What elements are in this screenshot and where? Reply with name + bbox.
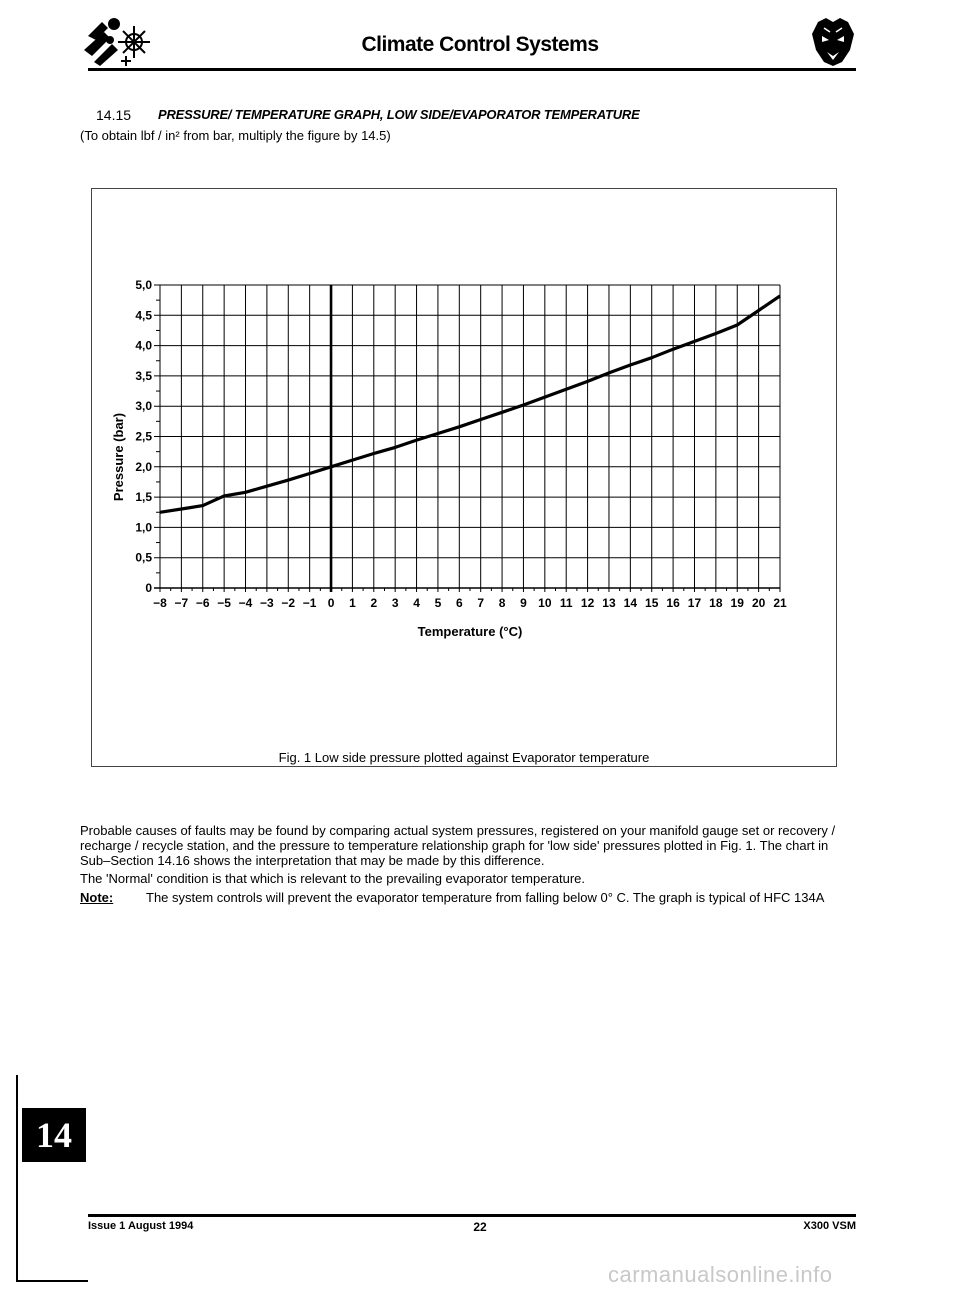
x-tick-label: 14 <box>623 596 638 610</box>
section-title: PRESSURE/ TEMPERATURE GRAPH, LOW SIDE/EVAPORATOR TEMPERATURE <box>158 107 640 122</box>
section-tab: 14 <box>22 1108 86 1162</box>
x-tick-label: −3 <box>260 596 274 610</box>
y-tick-label: 2,5 <box>135 429 152 444</box>
x-tick-label: 4 <box>413 596 420 610</box>
x-tick-label: −7 <box>174 596 189 610</box>
note-text: The system controls will prevent the evaporator temperature from falling below 0° C. The graph is typical of HFC 134A <box>146 890 825 905</box>
x-tick-label: 2 <box>370 596 378 610</box>
x-tick-label: 13 <box>602 596 616 610</box>
x-tick-label: 6 <box>455 596 463 610</box>
x-tick-label: 10 <box>538 596 552 610</box>
x-tick-label: 1 <box>349 596 356 610</box>
x-tick-label: 17 <box>687 596 702 610</box>
chart-grid <box>154 285 780 592</box>
figure-caption: Fig. 1 Low side pressure plotted against Evaporator temperature <box>278 750 650 765</box>
x-tick-label: 12 <box>580 596 595 610</box>
conversion-note: (To obtain lbf / in² from bar, multiply the figure by 14.5) <box>80 128 391 143</box>
x-tick-label: 21 <box>773 596 787 610</box>
y-tick-label: 1,0 <box>135 520 152 535</box>
x-tick-label: 16 <box>666 596 680 610</box>
x-tick-label: 3 <box>391 596 399 610</box>
y-tick-label: 3,5 <box>135 368 152 383</box>
body-paragraph: Probable causes of faults may be found by comparing actual system pressures, registered on your manifold gauge set or recovery / recharge / recycle station, and the pressure to temperature relationship graph for 'low side' pressures plotted in Fig. 1. The chart in Sub–Section 14.16 shows the interpretation that may be made by this difference. <box>80 823 836 868</box>
y-tick-label: 4,5 <box>135 308 152 323</box>
x-tick-label: 18 <box>709 596 723 610</box>
bottom-stub-rule <box>16 1280 88 1282</box>
x-tick-label: 0 <box>327 596 335 610</box>
y-tick-label: 2,0 <box>135 459 152 474</box>
x-tick-label: −2 <box>281 596 296 610</box>
chart-ticks <box>156 300 769 591</box>
x-tick-label: 5 <box>434 596 442 610</box>
side-rule <box>16 1075 18 1280</box>
pressure-temperature-chart <box>92 189 836 749</box>
chart-series <box>160 296 780 512</box>
x-tick-label: 9 <box>520 596 527 610</box>
page-header-title: Climate Control Systems <box>361 33 599 56</box>
pressure-curve <box>160 296 780 512</box>
x-tick-label: −4 <box>238 596 253 610</box>
x-tick-label: −1 <box>302 596 317 610</box>
x-axis-title: Temperature (°C) <box>417 624 523 639</box>
x-tick-label: −8 <box>153 596 167 610</box>
watermark: carmanualsonline.info <box>608 1262 833 1287</box>
y-tick-label: 5,0 <box>135 278 152 292</box>
footer-document-code: X300 VSM <box>803 1220 856 1232</box>
x-tick-label: 20 <box>751 596 766 610</box>
footer-page-number: 22 <box>473 1220 487 1234</box>
section-number: 14.15 <box>96 107 132 123</box>
x-tick-label: −5 <box>217 596 231 610</box>
footer-issue: Issue 1 August 1994 <box>88 1220 194 1232</box>
note-label: Note: <box>80 890 114 905</box>
y-tick-label: 0 <box>145 581 152 595</box>
y-tick-label: 3,0 <box>135 399 152 414</box>
normal-condition-text: The 'Normal' condition is that which is relevant to the prevailing evaporator temperature. <box>80 871 585 886</box>
chart-labels <box>135 278 787 610</box>
x-tick-label: −6 <box>195 596 210 610</box>
x-tick-label: 7 <box>477 596 485 610</box>
x-tick-label: 19 <box>730 596 744 610</box>
x-tick-label: 11 <box>559 596 573 610</box>
y-axis-title: Pressure (bar) <box>111 412 126 502</box>
footer-rule <box>88 1214 856 1217</box>
x-tick-label: 8 <box>498 596 506 610</box>
y-tick-label: 4,0 <box>135 338 152 353</box>
header-rule <box>88 68 856 71</box>
y-tick-label: 1,5 <box>135 490 152 505</box>
y-tick-label: 0,5 <box>135 550 152 565</box>
x-tick-label: 15 <box>645 596 659 610</box>
jaguar-head-logo-icon <box>810 16 856 68</box>
